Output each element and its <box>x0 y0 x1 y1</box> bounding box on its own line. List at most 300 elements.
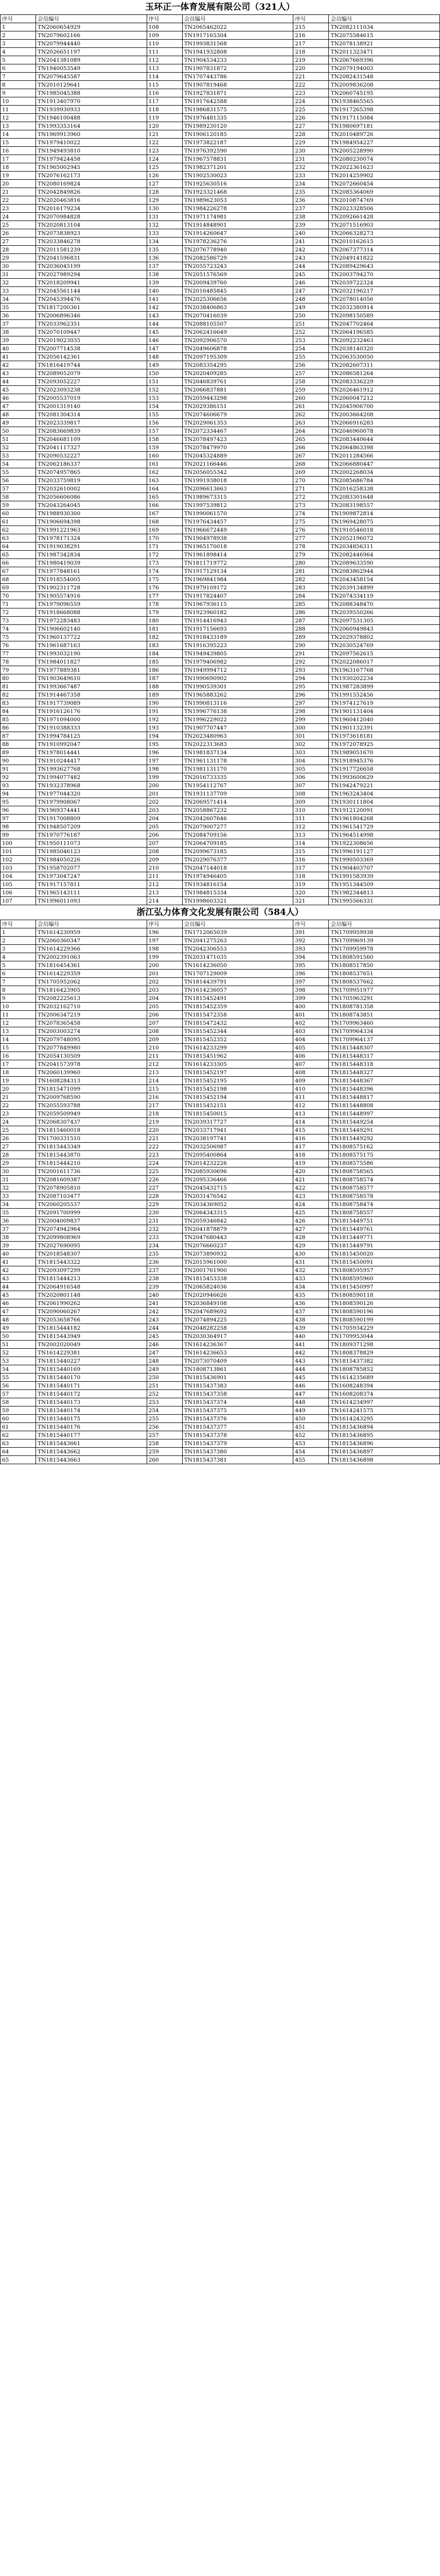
seq-cell: 17 <box>1 155 36 163</box>
member-id-cell: TN2060949843 <box>329 625 440 633</box>
seq-cell: 10 <box>1 97 36 106</box>
member-id-cell: TN1976434457 <box>182 518 293 526</box>
member-id-cell: TN1815437376 <box>182 1415 293 1423</box>
seq-cell: 19 <box>1 172 36 180</box>
seq-cell: 96 <box>1 806 36 815</box>
member-id-cell: TN2014259902 <box>329 172 440 180</box>
member-id-cell: TN1923960182 <box>182 608 293 617</box>
member-id-cell: TN2059443298 <box>182 394 293 402</box>
member-id-cell: TN2005228990 <box>329 147 440 155</box>
seq-cell: 395 <box>293 961 329 970</box>
table-row <box>1 427 440 435</box>
seq-cell: 215 <box>293 23 329 31</box>
member-id-cell: TN2074894225 <box>182 1316 293 1324</box>
member-id-cell: TN1815440173 <box>36 1398 147 1406</box>
seq-cell: 79 <box>1 666 36 674</box>
seq-cell: 64 <box>1 1448 36 1456</box>
member-id-cell: TN1993627768 <box>36 765 147 773</box>
seq-cell: 236 <box>147 1258 182 1266</box>
seq-cell: 318 <box>293 872 329 880</box>
seq-cell: 15 <box>1 1044 36 1052</box>
member-id-cell: TN2071516903 <box>329 221 440 229</box>
table-row <box>1 740 440 749</box>
member-id-cell: TN1932378968 <box>36 782 147 790</box>
seq-cell: 407 <box>293 1060 329 1069</box>
seq-cell: 3 <box>1 40 36 48</box>
table-header-row <box>1 15 440 23</box>
member-id-cell: TN1907707447 <box>182 724 293 732</box>
member-id-cell: TN1923321468 <box>182 188 293 196</box>
member-id-cell: TN2073890932 <box>182 1250 293 1258</box>
seq-cell: 424 <box>293 1200 329 1209</box>
member-id-cell: TN1966672449 <box>182 526 293 534</box>
member-id-cell: TN1976392590 <box>182 147 293 155</box>
seq-cell: 304 <box>293 757 329 765</box>
member-id-cell: TN2073838923 <box>36 229 147 238</box>
member-id-cell: TN1960137722 <box>36 633 147 641</box>
seq-cell: 8 <box>1 986 36 994</box>
member-id-cell: TN2002020049 <box>36 1341 147 1349</box>
member-id-cell: TN1993032190 <box>36 650 147 658</box>
member-id-cell: TN1965170018 <box>182 543 293 551</box>
member-id-cell: TN1808590196 <box>329 1308 440 1316</box>
member-id-cell: TN1808781358 <box>329 1003 440 1011</box>
seq-cell: 14 <box>1 130 36 139</box>
member-id-cell: TN1815443870 <box>36 1151 147 1159</box>
seq-cell: 443 <box>293 1357 329 1365</box>
seq-cell: 26 <box>1 1134 36 1143</box>
member-id-cell: TN1978014441 <box>36 749 147 757</box>
seq-cell: 262 <box>293 411 329 419</box>
seq-cell: 1 <box>1 23 36 31</box>
member-id-cell: TN2049141822 <box>329 254 440 262</box>
seq-cell: 218 <box>147 1110 182 1118</box>
seq-cell: 280 <box>293 559 329 567</box>
seq-cell: 178 <box>147 600 182 608</box>
seq-cell: 38 <box>1 1233 36 1242</box>
member-id-cell: TN2083354295 <box>182 361 293 369</box>
table-row <box>1 831 440 839</box>
seq-cell: 73 <box>1 617 36 625</box>
seq-cell: 264 <box>293 427 329 435</box>
member-id-cell: TN1707443786 <box>182 73 293 81</box>
member-id-cell: TN2016179234 <box>36 205 147 213</box>
member-id-cell: TN2047702464 <box>329 320 440 328</box>
member-id-cell: TN1815436895 <box>329 1431 440 1439</box>
member-id-cell: TN1815450997 <box>329 1283 440 1291</box>
seq-cell: 223 <box>293 89 329 97</box>
seq-cell: 302 <box>293 740 329 749</box>
member-id-cell: TN1815444182 <box>36 1324 147 1332</box>
member-id-cell: TN1948507209 <box>36 823 147 831</box>
member-id-cell: TN2052196072 <box>329 534 440 543</box>
table-row <box>1 1349 440 1357</box>
member-id-cell: TN1986831575 <box>182 106 293 114</box>
seq-cell: 104 <box>1 872 36 880</box>
seq-cell: 434 <box>293 1283 329 1291</box>
member-id-cell: TN1815453338 <box>182 1275 293 1283</box>
member-id-cell: TN2023328506 <box>329 205 440 213</box>
seq-cell: 86 <box>1 724 36 732</box>
seq-cell: 225 <box>147 1167 182 1176</box>
member-id-cell: TN2043458154 <box>329 575 440 584</box>
seq-cell: 122 <box>147 139 182 147</box>
seq-cell: 67 <box>1 567 36 575</box>
seq-cell: 255 <box>293 353 329 361</box>
table-row <box>1 961 440 970</box>
member-id-cell: TN2042607646 <box>182 815 293 823</box>
member-id-cell: TN1709953044 <box>329 1332 440 1341</box>
seq-cell: 56 <box>1 477 36 485</box>
member-id-cell: TN1815443661 <box>36 1439 147 1448</box>
member-id-cell: TN1815449761 <box>329 1225 440 1233</box>
member-id-cell: TN1916395223 <box>182 641 293 650</box>
seq-cell: 176 <box>147 584 182 592</box>
seq-cell: 35 <box>1 1209 36 1217</box>
member-id-cell: TN2002391063 <box>36 953 147 961</box>
seq-cell: 431 <box>293 1258 329 1266</box>
member-id-cell: TN2078365458 <box>36 1019 147 1027</box>
seq-cell: 59 <box>1 1406 36 1415</box>
table-row <box>1 543 440 551</box>
member-id-cell: TN1977044320 <box>36 790 147 798</box>
table-row <box>1 114 440 122</box>
table-row <box>1 31 440 40</box>
seq-cell: 451 <box>293 1423 329 1431</box>
member-id-cell: TN2064709185 <box>182 839 293 848</box>
table-row <box>1 155 440 163</box>
table-row <box>1 749 440 757</box>
member-id-cell: TN2016485845 <box>182 287 293 295</box>
member-id-cell: TN1949439805 <box>182 650 293 658</box>
seq-cell: 454 <box>293 1448 329 1456</box>
member-id-cell: TN1815437383 <box>182 1382 293 1390</box>
table-row <box>1 1324 440 1332</box>
seq-cell: 125 <box>147 163 182 172</box>
table-header-row <box>1 920 440 928</box>
member-id-cell: TN2060360347 <box>36 937 147 945</box>
seq-cell: 234 <box>293 180 329 188</box>
seq-cell: 128 <box>147 188 182 196</box>
member-id-cell: TN2039722324 <box>329 279 440 287</box>
seq-cell: 8 <box>1 81 36 89</box>
table-row <box>1 468 440 477</box>
seq-cell: 311 <box>293 815 329 823</box>
member-id-cell: TN1815448307 <box>329 1044 440 1052</box>
seq-cell: 442 <box>293 1349 329 1357</box>
member-id-cell: TN2055593788 <box>36 1101 147 1110</box>
member-id-cell: TN1808758565 <box>329 1167 440 1176</box>
member-id-cell: TN1904978938 <box>182 534 293 543</box>
seq-cell: 222 <box>147 1143 182 1151</box>
seq-cell: 13 <box>1 1027 36 1036</box>
seq-cell: 239 <box>147 1283 182 1291</box>
seq-cell: 224 <box>293 97 329 106</box>
seq-cell: 278 <box>293 543 329 551</box>
member-id-cell: TN1950111073 <box>36 839 147 848</box>
member-id-cell: TN1614236050 <box>182 961 293 970</box>
member-id-cell: TN1996229022 <box>182 716 293 724</box>
seq-cell: 43 <box>1 1275 36 1283</box>
member-id-cell: TN2047689692 <box>182 1308 293 1316</box>
seq-cell: 121 <box>147 130 182 139</box>
member-id-cell: TN1916126176 <box>36 707 147 716</box>
member-id-cell: TN1982344813 <box>329 889 440 897</box>
seq-cell: 5 <box>1 56 36 64</box>
seq-cell: 24 <box>1 1118 36 1126</box>
seq-cell: 42 <box>1 1266 36 1275</box>
member-id-cell: TN1941932808 <box>182 48 293 56</box>
member-id-cell: TN2082607311 <box>329 361 440 369</box>
seq-cell: 140 <box>147 287 182 295</box>
seq-cell: 446 <box>293 1382 329 1390</box>
table-row <box>1 1357 440 1365</box>
member-id-cell: TN2060047212 <box>329 394 440 402</box>
member-id-cell: TN1808758577 <box>329 1184 440 1192</box>
member-id-cell: TN1969913960 <box>36 130 147 139</box>
seq-cell: 402 <box>293 1019 329 1027</box>
member-id-cell: TN2092906570 <box>182 336 293 345</box>
member-id-cell: TN2074606679 <box>182 411 293 419</box>
roster-table <box>0 920 440 1464</box>
member-id-cell: TN1971174981 <box>182 213 293 221</box>
member-id-cell: TN1990503369 <box>329 856 440 864</box>
member-id-cell: TN1934816154 <box>182 880 293 889</box>
member-id-cell: TN2034369052 <box>182 1200 293 1209</box>
seq-cell: 415 <box>293 1126 329 1134</box>
table-row <box>1 600 440 608</box>
member-id-cell: TN1979109172 <box>182 584 293 592</box>
member-id-cell: TN1808575586 <box>329 1159 440 1167</box>
seq-cell: 162 <box>147 468 182 477</box>
member-id-cell: TN1815449291 <box>329 1126 440 1134</box>
member-id-cell: TN1815440177 <box>36 1431 147 1439</box>
member-id-cell: TN1990061570 <box>182 510 293 518</box>
seq-cell: 250 <box>293 312 329 320</box>
member-id-cell: TN1815444210 <box>36 1159 147 1167</box>
member-id-cell: TN1815443663 <box>36 1456 147 1464</box>
seq-cell: 130 <box>147 205 182 213</box>
seq-cell: 197 <box>147 757 182 765</box>
seq-cell: 276 <box>293 526 329 534</box>
member-id-cell: TN1989673315 <box>182 493 293 501</box>
header-member-id: 会员编号 <box>329 920 440 928</box>
table-row <box>1 1069 440 1077</box>
member-id-cell: TN2047680443 <box>182 1233 293 1242</box>
seq-cell: 204 <box>147 815 182 823</box>
member-id-cell: TN1974946405 <box>182 872 293 880</box>
seq-cell: 100 <box>1 839 36 848</box>
seq-cell: 172 <box>147 551 182 559</box>
member-id-cell: TN1996191127 <box>329 848 440 856</box>
member-id-cell: TN1815448997 <box>329 1110 440 1118</box>
member-id-cell: TN1815452344 <box>182 1027 293 1036</box>
seq-cell: 107 <box>1 897 36 905</box>
seq-cell: 277 <box>293 534 329 543</box>
member-id-cell: TN2077849980 <box>36 1044 147 1052</box>
table-row <box>1 1151 440 1159</box>
seq-cell: 216 <box>147 1093 182 1101</box>
seq-cell: 226 <box>147 1176 182 1184</box>
seq-cell: 411 <box>293 1093 329 1101</box>
member-id-cell: TN2090060267 <box>36 1308 147 1316</box>
member-id-cell: TN1967936115 <box>182 600 293 608</box>
seq-cell: 244 <box>147 1324 182 1332</box>
member-id-cell: TN1922308656 <box>329 839 440 848</box>
seq-cell: 115 <box>147 81 182 89</box>
seq-cell: 312 <box>293 823 329 831</box>
seq-cell: 49 <box>1 1324 36 1332</box>
seq-cell: 50 <box>1 1332 36 1341</box>
header-seq: 序号 <box>1 920 36 928</box>
member-id-cell: TN1608248394 <box>329 1382 440 1390</box>
seq-cell: 60 <box>1 510 36 518</box>
member-id-cell: TN1965002945 <box>36 163 147 172</box>
member-id-cell: TN2042306553 <box>182 945 293 953</box>
seq-cell: 268 <box>293 460 329 468</box>
member-id-cell: TN1917115084 <box>329 114 440 122</box>
member-id-cell: TN2098150589 <box>329 312 440 320</box>
seq-cell: 147 <box>147 345 182 353</box>
seq-cell: 239 <box>293 221 329 229</box>
table-row <box>1 493 440 501</box>
seq-cell: 271 <box>293 485 329 493</box>
member-id-cell: TN1917008809 <box>36 815 147 823</box>
seq-cell: 12 <box>1 1019 36 1027</box>
member-id-cell: TN1991552456 <box>329 691 440 699</box>
member-id-cell: TN1917642588 <box>182 97 293 106</box>
seq-cell: 65 <box>1 551 36 559</box>
member-id-cell: TN1910546018 <box>329 526 440 534</box>
seq-cell: 212 <box>147 880 182 889</box>
seq-cell: 57 <box>1 1390 36 1398</box>
seq-cell: 181 <box>147 625 182 633</box>
member-id-cell: TN1815451962 <box>182 1052 293 1060</box>
seq-cell: 394 <box>293 953 329 961</box>
member-id-cell: TN2029061353 <box>182 419 293 427</box>
table-row <box>1 848 440 856</box>
table-row <box>1 345 440 353</box>
table-row <box>1 691 440 699</box>
table-row <box>1 1439 440 1448</box>
table-row <box>1 782 440 790</box>
member-id-cell: TN1993353164 <box>36 122 147 130</box>
member-id-cell: TN1993831568 <box>182 40 293 48</box>
member-id-cell: TN1815436894 <box>329 1423 440 1431</box>
member-id-cell: TN2043264045 <box>36 501 147 510</box>
table-row <box>1 1209 440 1217</box>
member-id-cell: TN2016258338 <box>329 485 440 493</box>
table-row <box>1 1110 440 1118</box>
member-id-cell: TN2073070409 <box>182 1357 293 1365</box>
seq-cell: 36 <box>1 312 36 320</box>
table-row <box>1 1167 440 1176</box>
member-id-cell: TN1815444213 <box>36 1275 147 1283</box>
member-id-cell: TN1815460018 <box>36 1126 147 1134</box>
seq-cell: 142 <box>147 303 182 312</box>
seq-cell: 50 <box>1 427 36 435</box>
section-title: 玉环正一体育发展有限公司（321人） <box>145 2 295 12</box>
seq-cell: 12 <box>1 114 36 122</box>
table-row <box>1 1456 440 1464</box>
member-id-cell: TN1815448317 <box>329 1052 440 1060</box>
table-row <box>1 707 440 716</box>
member-id-cell: TN1808713861 <box>182 1365 293 1374</box>
member-id-cell: TN1927831871 <box>182 89 293 97</box>
seq-cell: 98 <box>1 823 36 831</box>
table-row <box>1 1431 440 1439</box>
seq-cell: 250 <box>147 1374 182 1382</box>
table-row <box>1 386 440 394</box>
seq-cell: 83 <box>1 699 36 707</box>
member-id-cell: TN2085364069 <box>329 188 440 196</box>
table-row <box>1 683 440 691</box>
table-row <box>1 320 440 328</box>
member-id-cell: TN1608208374 <box>329 1390 440 1398</box>
table-row <box>1 937 440 945</box>
table-row <box>1 1085 440 1093</box>
header-seq: 序号 <box>147 15 182 23</box>
seq-cell: 230 <box>147 1209 182 1217</box>
member-id-cell: TN1815452197 <box>182 1069 293 1077</box>
seq-cell: 60 <box>1 1415 36 1423</box>
member-id-cell: TN1815440227 <box>36 1357 147 1365</box>
seq-cell: 13 <box>1 122 36 130</box>
seq-cell: 26 <box>1 229 36 238</box>
seq-cell: 156 <box>147 419 182 427</box>
member-id-cell: TN2019023035 <box>36 336 147 345</box>
member-id-cell: TN1709964334 <box>329 1027 440 1036</box>
member-id-cell: TN2095400864 <box>182 1151 293 1159</box>
seq-cell: 426 <box>293 1217 329 1225</box>
member-id-cell: TN2075584615 <box>329 31 440 40</box>
member-id-cell: TN1614230959 <box>36 928 147 937</box>
seq-cell: 438 <box>293 1316 329 1324</box>
seq-cell: 207 <box>147 839 182 848</box>
member-id-cell: TN1961898414 <box>182 551 293 559</box>
seq-cell: 109 <box>147 31 182 40</box>
member-id-cell: TN1815440169 <box>36 1365 147 1374</box>
seq-cell: 399 <box>293 994 329 1003</box>
member-id-cell: TN2093052227 <box>36 378 147 386</box>
member-id-cell: TN1707129009 <box>182 970 293 978</box>
member-id-cell: TN2034856311 <box>329 543 440 551</box>
seq-cell: 158 <box>147 435 182 444</box>
seq-cell: 32 <box>1 279 36 287</box>
seq-cell: 205 <box>147 823 182 831</box>
table-row <box>1 823 440 831</box>
member-id-cell: TN2020946626 <box>182 1291 293 1299</box>
seq-cell: 253 <box>293 336 329 345</box>
member-id-cell: TN1991938018 <box>182 477 293 485</box>
seq-cell: 247 <box>147 1349 182 1357</box>
table-row <box>1 945 440 953</box>
seq-cell: 228 <box>147 1192 182 1200</box>
table-row <box>1 279 440 287</box>
seq-cell: 217 <box>147 1101 182 1110</box>
member-id-cell: TN2047144018 <box>182 864 293 872</box>
seq-cell: 269 <box>293 468 329 477</box>
seq-cell: 319 <box>293 880 329 889</box>
seq-cell: 42 <box>1 361 36 369</box>
seq-cell: 80 <box>1 674 36 683</box>
seq-cell: 310 <box>293 806 329 815</box>
seq-cell: 263 <box>293 419 329 427</box>
seq-cell: 148 <box>147 353 182 361</box>
seq-cell: 2 <box>1 937 36 945</box>
member-id-cell: TN1914848901 <box>182 221 293 229</box>
member-id-cell: TN2009439760 <box>182 279 293 287</box>
